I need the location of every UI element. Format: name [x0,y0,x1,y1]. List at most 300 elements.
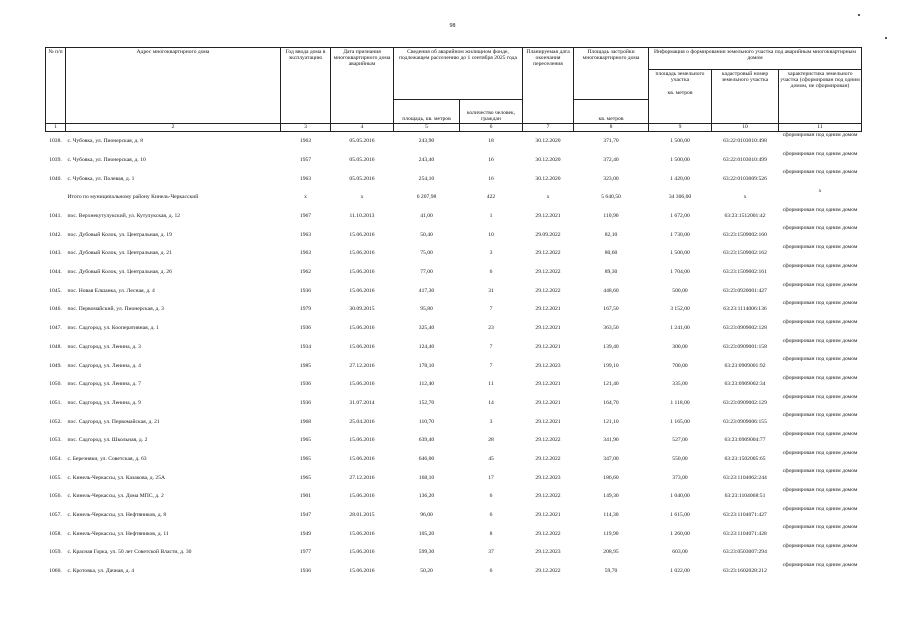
cell-characteristic: сформирован под одним домом [782,169,858,176]
column-index: 8 [574,124,649,132]
cell-emergency-date: 28.01.2015 [349,512,375,519]
cell-year: 1962 [299,269,312,276]
header-people: количество человек, граждан [460,100,523,124]
cell-address: пос. Дубовый Колок, ул. Центральная, д. 26 [67,269,172,276]
cell-area: 639,40 [418,437,435,444]
cell-planned-date: 29.12.2021 [535,306,561,313]
cell-people: 3 [489,250,493,257]
cell-cadastral: 63:22:0103010:499 [723,156,767,163]
cell-year: 1968 [299,418,312,425]
table-row [46,394,862,413]
cell-building-area: 341,90 [603,437,619,444]
cell-cadastral: 63:23:1509002:161 [723,269,767,276]
cell-land-area: 1 260,00 [670,530,690,537]
table-row [46,319,862,338]
cell-planned-date: x [546,194,550,201]
cell-characteristic: сформирован под одним домом [782,449,858,456]
cell-planned-date: 29.12.2021 [535,343,561,350]
cell-people: 45 [488,455,494,462]
cell-year: 1936 [299,568,312,575]
cell-number: 1056. [49,493,62,500]
cell-address: пос. Садгород, ул. Ленина, д. 4 [67,362,141,369]
header-land-area-unit: кв. метров [667,90,693,97]
cell-building-area: 5 640,50 [601,194,621,201]
cell-area: 243,40 [418,156,435,163]
cell-characteristic: сформирован под одним домом [782,431,858,437]
cell-land-area: 527,00 [672,437,688,444]
cell-building-area: 114,30 [603,512,619,519]
cell-land-area: 1 615,00 [670,512,690,519]
page-number: 98 [449,23,456,29]
cell-characteristic: сформирован под одним домом [782,412,858,419]
cell-emergency-date: 15.06.2016 [349,493,375,500]
cell-planned-date: 29.12.2022 [535,493,561,500]
cell-emergency-date: 15.06.2016 [349,250,375,257]
cell-characteristic: сформирован под одним домом [782,356,858,363]
cell-characteristic: сформирован под одним домом [782,374,858,381]
cell-number: 1058. [49,530,62,537]
cell-emergency-date: 25.04.2016 [349,418,375,425]
cell-year: x [304,194,307,201]
cell-cadastral: 63:23:1509002:162 [723,250,767,257]
header-land-info: Информация о формировании земельного участка под аварийным многоквартирным домом [649,48,862,70]
cell-address: с. Березняки, ул. Советская, д. 63 [67,455,147,462]
cell-land-area: 1 118,00 [670,399,690,406]
cell-number: 1059. [49,549,62,556]
header-year: Год ввода дома в эксплуатацию [281,48,331,124]
table-row [46,431,862,450]
cell-year: 1936 [299,381,312,388]
cell-number: 1055. [49,474,62,481]
cell-area: 75,00 [420,250,433,257]
cell-people: 31 [488,287,494,294]
cell-number: 1060. [49,568,62,575]
cell-year: 1977 [299,549,312,556]
cell-planned-date: 29.12.2021 [535,418,561,425]
cell-building-area: 371,70 [603,138,619,145]
cell-cadastral: 63:23:0920001:427 [723,287,767,294]
cell-land-area: 34 306,00 [668,194,692,201]
cell-people: 7 [489,343,493,350]
cell-number: 1046. [49,306,62,313]
cell-emergency-date: 15.06.2016 [349,381,375,388]
cell-area: 124,40 [418,343,435,350]
cell-building-area: 59,70 [604,568,618,575]
cell-area: 6 207,98 [416,194,437,201]
table-row [46,562,862,581]
cell-address: с. Чубовка, ул. Пионерская, д. 8 [67,138,143,145]
cell-number: 1045. [49,287,62,294]
cell-emergency-date: 11.10.2013 [349,213,375,220]
cell-people: 1 [489,213,493,220]
cell-people: 11 [488,381,494,388]
cell-planned-date: 29.12.2022 [535,568,561,575]
cell-cadastral: 63:23:0909002:34 [724,381,766,388]
cell-characteristic: сформирован под одним домом [782,524,858,531]
cell-number: 1053. [49,437,62,444]
cell-year: 1965 [299,455,312,462]
table-row [46,487,862,506]
cell-characteristic: сформирован под одним домом [782,244,858,251]
cell-address: с. Кинель-Черкассы, ул. Нефтяников, д. 8 [67,512,167,519]
column-index: 11 [779,124,862,132]
cell-people: 16 [488,156,494,163]
cell-building-area: 149,30 [603,493,619,500]
cell-emergency-date: 27.12.2016 [349,474,375,481]
cell-area: 168,10 [418,474,435,481]
table-row [46,543,862,562]
cell-emergency-date: 15.06.2016 [349,568,375,575]
cell-area: 50,20 [420,568,433,575]
table-row [46,300,862,319]
cell-planned-date: 30.12.2020 [535,175,561,182]
cell-planned-date: 29.12.2021 [535,381,561,388]
cell-address: с. Красная Горка, ул. 50 лет Советской Власти, д. 30 [67,549,192,556]
cell-year: 1934 [299,343,312,350]
cell-people: 6 [489,512,493,519]
cell-building-area: 323,00 [603,175,619,182]
cell-address: с. Кинель-Черкассы, ул. Казакова, д. 25А [67,474,166,481]
cell-emergency-date: 31.07.2014 [349,399,375,406]
cell-number: 1044. [49,269,62,276]
cell-address: пос. Садгород, ул. Школьная, д. 2 [67,437,148,444]
cell-number: 1048. [49,343,62,350]
cell-emergency-date: 05.05.2016 [349,138,375,145]
cell-characteristic: сформирован под одним домом [782,487,858,494]
cell-year: 1947 [299,512,312,519]
header-land-area-label: площадь земельного участка [655,71,705,84]
cell-address: пос. Дубовый Колок, ул. Центральная, д. 21 [67,250,172,257]
table-body [46,132,862,581]
cell-planned-date: 29.12.2023 [535,474,561,481]
cell-people: 7 [489,362,493,369]
cell-number: 1057. [49,512,62,519]
cell-land-area: 1 165,00 [670,418,690,425]
cell-people: 6 [489,493,493,500]
cell-people: 16 [488,175,494,182]
cell-year: 1936 [299,325,312,332]
column-index: 1 [46,124,66,132]
cell-area: 152,70 [418,399,435,406]
cell-year: 1985 [299,362,312,369]
column-index: 10 [712,124,779,132]
cell-cadastral: 63:23:1114006:136 [723,306,767,313]
column-index: 9 [649,124,712,132]
cell-address: пос. Первомайский, ул. Пионерская, д. 3 [67,306,164,313]
cell-building-area: 121,10 [603,418,619,425]
cell-characteristic: сформирован под одним домом [782,206,858,213]
cell-characteristic: сформирован под одним домом [782,337,858,344]
cell-land-area: 603,00 [672,549,688,556]
cell-address: пос. Садгород, ул. Первомайская, д. 21 [67,418,160,425]
cell-cadastral: 63:23:1602028:212 [723,568,767,575]
cell-cadastral: 63:23:1512001:42 [724,213,766,220]
table-row [46,244,862,263]
cell-emergency-date: 15.06.2016 [349,343,375,350]
cell-characteristic: сформирован под одним домом [782,262,858,269]
cell-planned-date: 29.12.2023 [535,362,561,369]
cell-cadastral: 63:23:1104071:428 [723,530,767,537]
cell-emergency-date: 15.06.2016 [349,231,375,238]
cell-planned-date: 29.12.2022 [535,437,561,444]
cell-people: 7 [489,306,493,313]
cell-area: 95,80 [420,306,433,313]
cell-cadastral: 63:23:1104071:427 [723,512,767,519]
cell-building-area: 208,95 [603,549,619,556]
cell-year: 1957 [299,156,312,163]
header-building-area-unit: кв. метров [574,100,649,124]
cell-planned-date: 30.12.2020 [535,156,561,163]
cell-year: 1963 [299,231,312,238]
cell-emergency-date: 15.06.2016 [349,455,375,462]
cell-number: 1039. [49,156,62,163]
header-land-area [649,70,712,124]
cell-cadastral: 63:23:0909004:77 [724,437,766,444]
table-row [46,524,862,543]
cell-cadastral: 63:23:0909002:128 [723,325,767,332]
cell-building-area: 119,90 [603,530,619,537]
header-area: площадь, кв. метров [394,100,460,124]
cell-planned-date: 29.12.2021 [535,325,561,332]
cell-cadastral: 63:23:1502005:65 [724,455,766,462]
header-planned-date: Планируемая дата окончания переселения [523,48,574,124]
cell-planned-date: 30.12.2020 [535,138,561,145]
cell-area: 41,00 [420,213,433,220]
cell-year: 1963 [299,175,312,182]
cell-number: 1052. [49,418,62,425]
cell-characteristic: x [818,188,822,195]
cell-address: с. Кинель-Черкассы, ул. Нефтяников, д. 11 [67,530,169,537]
cell-characteristic: сформирован под одним домом [782,150,858,157]
cell-number: 1054. [49,455,62,462]
cell-year: 1965 [299,474,312,481]
cell-area: 50,40 [420,231,433,238]
column-index: 6 [460,124,523,132]
cell-area: 646,00 [418,455,435,462]
cell-people: 6 [489,568,493,575]
cell-characteristic: сформирован под одним домом [782,281,858,288]
cell-area: 599,30 [418,549,435,556]
table-row [46,263,862,282]
cell-address: пос. Садгород, ул. Ленина, д. 3 [67,343,141,350]
cell-cadastral: 63:23:0909002:129 [723,399,767,406]
cell-land-area: 550,00 [672,455,688,462]
cell-land-area: 1 500,00 [670,138,690,145]
cell-year: 1949 [299,530,312,537]
cell-area: 254,10 [418,175,435,182]
cell-number: 1047. [49,325,62,332]
cell-number: 1042. [49,231,62,238]
cell-year: 1901 [299,493,312,500]
emergency-housing-table [45,47,862,581]
cell-building-area: 164,70 [603,399,619,406]
total-row [46,188,862,207]
header-address: Адрес многоквартирного дома [66,48,281,124]
cell-area: 96,00 [420,512,433,519]
cell-address: пос. Дубовый Колок, ул. Центральная, д. 19 [67,231,172,238]
cell-people: 14 [488,399,494,406]
cell-address: пос. Новая Елшанка, ул. Лесная, д. 4 [67,287,155,294]
cell-planned-date: 29.12.2021 [535,512,561,519]
cell-land-area: 373,00 [672,474,688,481]
column-index: 3 [281,124,331,132]
cell-emergency-date: 15.06.2016 [349,287,375,294]
cell-address: пос. Верхнекутулукский, ул. Кутулукская, д. 12 [67,213,181,220]
cell-year: 1965 [299,437,312,444]
cell-characteristic: сформирован под одним домом [782,505,858,512]
cell-land-area: 1 022,00 [670,568,690,575]
scan-speck [885,37,887,39]
cell-land-area: 1 420,00 [670,175,690,182]
cell-planned-date: 29.12.2022 [535,287,561,294]
cell-land-area: 335,00 [672,381,688,388]
cell-people: 8 [489,530,493,537]
header-emergency-info: Сведения об аварийном жилищном фонде, подлежащем расселению до 1 сентября 2025 года [394,48,523,100]
cell-land-area: 1 500,00 [670,250,690,257]
cell-building-area: 80,60 [604,250,618,257]
cell-number: 1051. [49,399,62,406]
cell-year: 1967 [299,213,312,220]
cell-emergency-date: 15.06.2016 [349,530,375,537]
cell-year: 1979 [299,306,312,313]
cell-building-area: 110,90 [603,213,619,220]
cell-cadastral: 63:23:0909001:158 [723,343,767,350]
cell-land-area: 3 152,00 [670,306,690,313]
cell-emergency-date: 30.09.2015 [349,306,375,313]
table-row [46,356,862,375]
cell-people: 422 [486,194,496,201]
cell-emergency-date: 05.05.2016 [349,156,375,163]
cell-people: 23 [488,325,494,332]
cell-area: 136,20 [418,493,435,500]
cell-land-area: 500,00 [672,287,688,294]
cell-number: 1049. [49,362,62,369]
cell-cadastral: 63:22:0103009:526 [723,175,767,182]
cell-emergency-date: x [360,194,364,201]
table-row [46,225,862,244]
cell-characteristic: сформирован под одним домом [782,393,858,400]
cell-building-area: 139,40 [603,343,619,350]
cell-people: 18 [488,138,494,145]
cell-cadastral: 63:23:0909006:155 [723,418,767,425]
cell-number: 1050. [49,381,62,388]
cell-people: 28 [488,437,494,444]
cell-characteristic: сформирован под одним домом [782,225,858,232]
table-row [46,375,862,394]
cell-area: 243,90 [418,138,435,145]
cell-building-area: 89,30 [604,269,618,276]
cell-building-area: 363,50 [603,325,619,332]
cell-address: с. Кротовка, ул. Дачная, д. 4 [67,568,135,575]
cell-year: 1936 [299,399,312,406]
table-row [46,450,862,469]
cell-land-area: 700,00 [672,362,688,369]
cell-characteristic: сформирован под одним домом [782,318,858,325]
cell-cadastral: x [743,194,747,201]
cell-planned-date: 29.12.2022 [535,530,561,537]
table-row [46,282,862,301]
cell-characteristic: сформирован под одним домом [782,543,858,550]
cell-cadastral: 63:23:0503007:294 [723,549,767,556]
header-emergency-date: Дата признания многоквартирного дома аварийным [331,48,394,124]
cell-people: 3 [489,418,493,425]
cell-people: 17 [488,474,494,481]
column-index: 7 [523,124,574,132]
cell-land-area: 1 704,00 [670,269,690,276]
header-cadastral: кадастровый номер земельного участка [712,70,779,124]
cell-number: 1040. [49,175,62,182]
cell-area: 105,20 [418,530,435,537]
cell-land-area: 1 500,00 [670,156,690,163]
table-row [46,207,862,226]
cell-land-area: 1 730,00 [670,231,690,238]
cell-area: 178,10 [418,362,435,369]
cell-land-area: 1 040,00 [670,493,690,500]
cell-people: 37 [488,549,494,556]
table-row [46,412,862,431]
cell-planned-date: 29.12.2021 [535,213,561,220]
cell-building-area: 448,60 [603,287,619,294]
cell-area: 110,70 [418,418,435,425]
column-index: 4 [331,124,394,132]
cell-building-area: 347,00 [603,455,619,462]
cell-address: пос. Садгород, ул. Ленина, д. 7 [67,381,141,388]
header-building-area: Площадь застройки многоквартирного дома [574,48,649,100]
column-index: 2 [66,124,281,132]
cell-emergency-date: 15.06.2016 [349,325,375,332]
cell-people: 10 [488,231,494,238]
cell-area: 77,00 [420,269,433,276]
cell-address: пос. Садгород, ул. Кооперативная, д. 1 [67,325,159,332]
cell-number: 1043. [49,250,62,257]
cell-land-area: 300,00 [672,343,688,350]
cell-emergency-date: 27.12.2016 [349,362,375,369]
cell-building-area: 167,50 [603,306,619,313]
cell-building-area: 372,40 [603,156,619,163]
table-row [46,468,862,487]
table-row [46,506,862,525]
cell-area: 325,40 [418,325,435,332]
cell-address: с. Кинель-Черкассы, ул. Дома МПС, д. 2 [67,493,164,500]
cell-building-area: 199,10 [603,362,619,369]
cell-address: с. Чубовка, ул. Полевая, д. 1 [67,175,135,182]
cell-area: 112,40 [418,381,435,388]
header-characteristic: характеристика земельного участка (сформирован под одним домом, не сформирован) [779,70,862,124]
cell-land-area: 1 241,00 [670,325,690,332]
table-row [46,132,862,151]
table-row [46,151,862,170]
cell-emergency-date: 15.06.2016 [349,549,375,556]
cell-cadastral: 63:23:0909001:92 [724,362,766,369]
cell-number: 1041. [49,213,62,220]
cell-planned-date: 29.12.2021 [535,399,561,406]
cell-number: 1038. [49,138,62,145]
scan-speck [858,14,860,16]
cell-year: 1936 [299,287,312,294]
cell-characteristic: сформирован под одним домом [782,468,858,475]
cell-planned-date: 29.12.2022 [535,269,561,276]
cell-planned-date: 29.12.2022 [535,250,561,257]
cell-year: 1963 [299,250,312,257]
cell-cadastral: 63:22:0103010:498 [723,138,767,145]
cell-number [46,188,66,207]
header-num: № п/п [46,48,66,124]
cell-year: 1963 [299,138,312,145]
cell-characteristic: сформирован под одним домом [782,561,858,568]
cell-cadastral: 63:23:1104068:51 [724,493,766,500]
cell-planned-date: 29.09.2022 [535,231,561,238]
cell-emergency-date: 15.06.2016 [349,269,375,276]
